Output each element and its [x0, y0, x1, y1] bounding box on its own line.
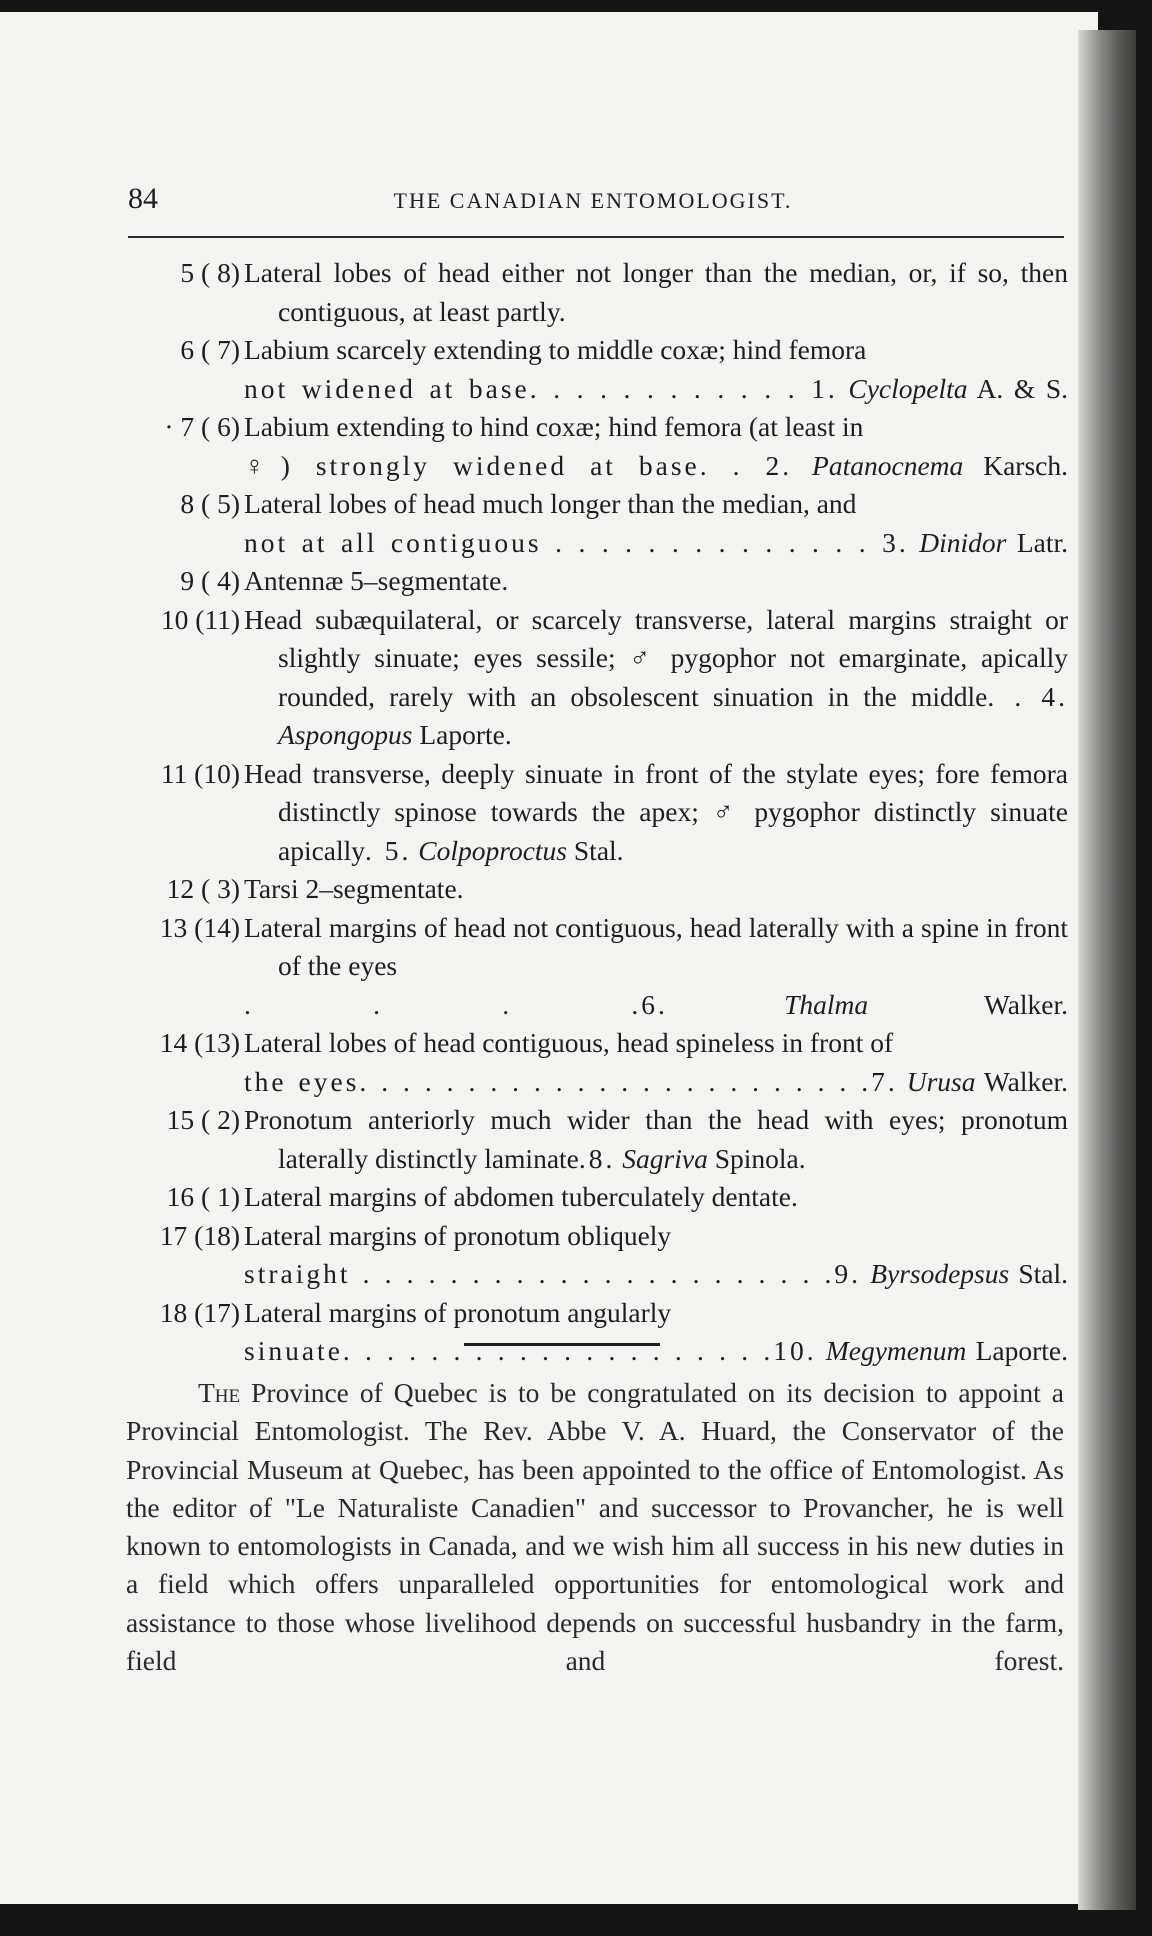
- couplet-lead: Lateral lobes of head much longer than the median, and: [244, 488, 857, 519]
- key-entry: [118, 755, 1068, 871]
- page-header: [128, 182, 1058, 232]
- couplet-number: 16 ( 1): [166, 1181, 240, 1212]
- genus-name: Dinidor: [919, 526, 1007, 558]
- page-number: 84: [128, 182, 158, 215]
- genus-author: Stal.: [1018, 1258, 1068, 1289]
- couplet-lead: Antennæ 5–segmentate.: [244, 565, 509, 596]
- genus-author: Latr.: [1016, 526, 1068, 558]
- genus-name: Sagriva: [622, 1142, 708, 1174]
- leader-dots: sinuate. . . . . . . . . . . . . . . . . . . .10.: [244, 1335, 817, 1366]
- key-entry: [118, 870, 1068, 909]
- couplet-lead: Head transverse, deeply sinuate in front of the stylate eyes; fore femora distinctly spinose towards the apex; ♂ pygophor distinctly sinuate apically: [244, 757, 1068, 866]
- notice-paragraph: [126, 1374, 1064, 1680]
- key-entry: [118, 485, 1068, 562]
- couplet-number: 15 ( 2): [166, 1104, 240, 1135]
- couplet-number: 10 (11): [160, 603, 240, 635]
- couplet-lead: Lateral lobes of head either not longer than the median, or, if so, then contiguous, at least partly.: [244, 257, 1068, 327]
- notice-body: Province of Quebec is to be congratulated on its decision to appoint a Provincial Entomologist. The Rev. Abbe V. A. Huard, the Conservator of the Provincial Museum at Quebec, has been appointed to the office of Entomologist. As the editor of "Le Naturaliste Canadien" and successor to Provancher, he is well known to entomologists in Canada, and we wish him all success in his new duties in a field which offers unparalleled opportunities for entomological work and assistance to those whose livelihood depends on successful husbandry in the farm, field and forest.: [126, 1377, 1064, 1677]
- notice-first-word: The: [198, 1377, 241, 1408]
- couplet-lead: Lateral margins of pronotum obliquely: [244, 1219, 672, 1251]
- book-page: [0, 12, 1098, 1904]
- genus-name: Megymenum: [825, 1335, 967, 1366]
- couplet-result: [244, 1255, 1068, 1294]
- leader-dots: straight . . . . . . . . . . . . . . . . . . . . . .9.: [244, 1258, 862, 1289]
- couplet-text: [244, 408, 1068, 485]
- header-rule: [128, 236, 1064, 238]
- couplet-text: [244, 1101, 1068, 1178]
- couplet-number: 9 ( 4): [180, 565, 240, 596]
- genus-author: Karsch.: [983, 449, 1068, 481]
- couplet-number: · 7 ( 6): [164, 411, 240, 442]
- couplet-lead: Lateral margins of head not contiguous, head laterally with a spine in front of the eyes: [244, 911, 1068, 981]
- couplet-lead: Pronotum anteriorly much wider than the head with eyes; pronotum laterally distinctly laminate: [244, 1104, 1068, 1174]
- couplet-result: [244, 524, 1068, 563]
- identification-key: [118, 254, 1068, 1371]
- genus-name: Thalma: [784, 988, 869, 1020]
- key-entry: [118, 408, 1068, 485]
- couplet-number: 14 (13): [159, 1027, 240, 1058]
- key-entry: [118, 562, 1068, 601]
- couplet-text: [244, 1294, 1068, 1371]
- genus-name: Patanocnema: [812, 449, 964, 481]
- couplet-number: 8 ( 5): [180, 488, 240, 519]
- couplet-lead: Lateral lobes of head contiguous, head spineless in front of: [244, 1027, 894, 1058]
- couplet-text: [244, 601, 1068, 755]
- couplet-text: [244, 254, 1068, 331]
- section-divider: [464, 1343, 660, 1346]
- couplet-result: [244, 447, 1068, 486]
- leader-dots: . 5.: [365, 834, 412, 866]
- genus-author: Walker.: [983, 1065, 1068, 1097]
- couplet-number: 17 (18): [159, 1219, 240, 1251]
- couplet-text: [244, 331, 1068, 408]
- book-spine-shadow: [1078, 30, 1136, 1910]
- leader-dots: .8.: [578, 1142, 616, 1174]
- genus-author: Stal.: [573, 834, 624, 866]
- couplet-text: [244, 909, 1068, 1025]
- couplet-text: [244, 1178, 1068, 1217]
- key-entry: [118, 1178, 1068, 1217]
- genus-name: Urusa: [906, 1065, 976, 1097]
- key-entry: [118, 601, 1068, 755]
- couplet-text: [244, 1217, 1068, 1294]
- couplet-lead: Head subæquilateral, or scarcely transverse, lateral margins straight or slightly sinuate; eyes sessile; ♂ pygophor not emarginate, apically rounded, rarely with an obsolescent sinuation in the middle: [244, 603, 1068, 712]
- couplet-number: 11 (10): [160, 757, 240, 789]
- couplet-number: 6 ( 7): [180, 334, 240, 365]
- couplet-text: [244, 870, 1068, 909]
- couplet-lead: Labium extending to hind coxæ; hind femora (at least in: [244, 411, 864, 442]
- couplet-text: [244, 1024, 1068, 1101]
- leader-dots: ♀) strongly widened at base. . 2.: [244, 449, 793, 481]
- genus-name: Aspongopus: [278, 719, 413, 750]
- leader-dots: not at all contiguous . . . . . . . . . . . . . . 3.: [244, 526, 909, 558]
- couplet-lead: Lateral margins of abdomen tuberculately dentate.: [244, 1181, 798, 1212]
- leader-dots: not widened at base. . . . . . . . . . . . 1.: [244, 372, 838, 404]
- couplet-number: 18 (17): [159, 1296, 240, 1328]
- genus-author: A. & S.: [976, 372, 1069, 404]
- couplet-result: [244, 986, 1069, 1025]
- key-entry: [118, 331, 1068, 408]
- key-entry: [118, 909, 1068, 1025]
- key-entry: [118, 1101, 1068, 1178]
- key-entry: [118, 1024, 1068, 1101]
- couplet-result: [365, 835, 624, 866]
- provincial-entomologist-notice: [126, 1374, 1064, 1680]
- genus-name: Cyclopelta: [848, 372, 968, 404]
- couplet-result: [244, 1332, 1069, 1371]
- leader-dots: . . . .6.: [244, 988, 668, 1020]
- genus-author: Walker.: [983, 988, 1069, 1020]
- couplet-text: [244, 485, 1068, 562]
- couplet-result: [579, 1143, 806, 1174]
- couplet-text: [244, 562, 1068, 601]
- couplet-result: [244, 1063, 1068, 1102]
- genus-author: Spinola.: [714, 1142, 806, 1174]
- couplet-number: 13 (14): [159, 911, 240, 943]
- running-title: THE CANADIAN ENTOMOLOGIST.: [393, 188, 793, 213]
- leader-dots: the eyes. . . . . . . . . . . . . . . . . . . . . . . .7.: [244, 1065, 898, 1097]
- couplet-lead: Tarsi 2–segmentate.: [244, 873, 464, 904]
- key-entry: [118, 1294, 1068, 1371]
- genus-name: Byrsodepsus: [870, 1258, 1010, 1289]
- couplet-result: [244, 370, 1069, 409]
- couplet-number: 5 ( 8): [180, 257, 240, 288]
- couplet-lead: Lateral margins of pronotum angularly: [244, 1296, 672, 1328]
- key-entry: [118, 1217, 1068, 1294]
- leader-dots: . . 4.: [987, 680, 1068, 712]
- genus-author: Laporte.: [419, 719, 512, 750]
- key-entry: [118, 254, 1068, 331]
- couplet-lead: Labium scarcely extending to middle coxæ; hind femora: [244, 334, 867, 365]
- genus-name: Colpoproctus: [418, 834, 568, 866]
- genus-author: Laporte.: [975, 1335, 1069, 1366]
- couplet-text: [244, 755, 1068, 871]
- couplet-number: 12 ( 3): [166, 873, 240, 904]
